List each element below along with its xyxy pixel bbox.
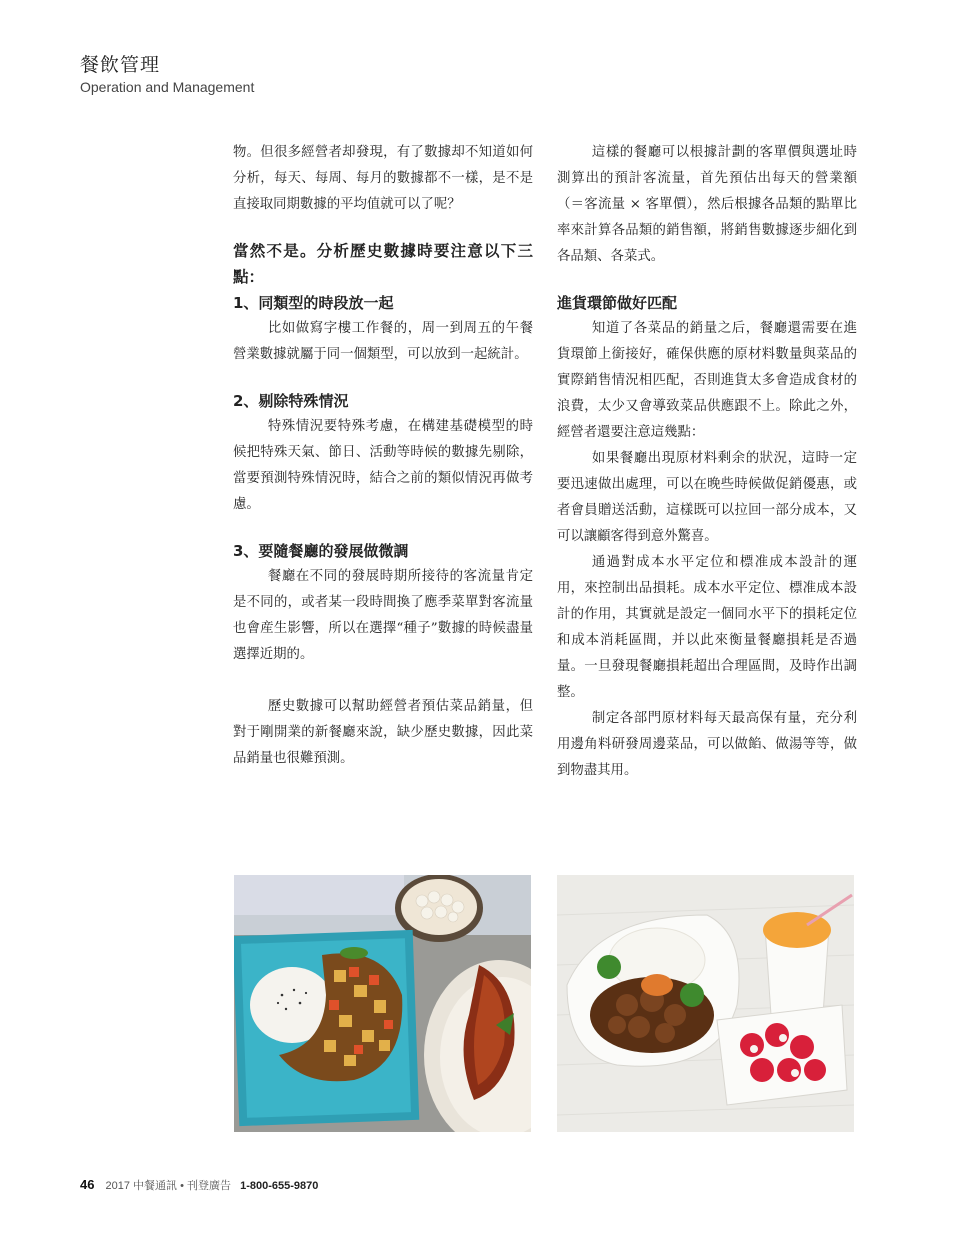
subheading-1: 1、同類型的時段放一起 bbox=[233, 294, 394, 312]
paragraph: 餐廳在不同的發展時期所接待的客流量肯定是不同的，或者某一段時間換了應季菜單對客流量也會産生影響，所以在選擇“種子”數據的時候盡量選擇近期的。 bbox=[233, 569, 533, 662]
section-title-zh: 餐飲管理 bbox=[80, 54, 161, 76]
paragraph: 知道了各菜品的銷量之后，餐廳還需要在進貨環節上銜接好，確保供應的原材料數量與菜品的實際銷售情況相匹配，否則進貨太多會造成食材的浪費，太少又會導致菜品供應跟不上。除此之外，經營者還要注意這幾點： bbox=[557, 321, 857, 440]
paragraph: 歷史數據可以幫助經營者預估菜品銷量，但對于剛開業的新餐廳來說，缺少歷史數據，因此菜品銷量也很難預測。 bbox=[233, 699, 533, 766]
paragraph: 制定各部門原材料每天最高保有量，充分利用邊角料研發周邊菜品，可以做餡、做湯等等，做到物盡其用。 bbox=[557, 711, 857, 778]
subheading-3: 3、要隨餐廳的發展做微調 bbox=[233, 542, 409, 560]
lead-heading: 當然不是。分析歷史數據時要注意以下三點： bbox=[233, 242, 533, 286]
food-photo-curry-rice bbox=[234, 875, 531, 1132]
publication-info: 2017 中餐通訊 • 刊登廣告 bbox=[105, 1180, 232, 1192]
subheading-2: 2、剔除特殊情況 bbox=[233, 392, 349, 410]
right-column bbox=[557, 140, 857, 784]
paragraph: 特殊情況要特殊考慮，在構建基礎模型的時候把特殊天氣、節日、活動等時候的數據先剔除，當要預測特殊情況時，結合之前的類似情況再做考慮。 bbox=[233, 419, 533, 512]
paragraph: 如果餐廳出現原材料剩余的狀況，這時一定要迅速做出處理，可以在晚些時候做促銷優惠，或者會員贈送活動，這樣既可以拉回一部分成本，又可以讓顧客得到意外驚喜。 bbox=[557, 451, 857, 544]
paragraph: 這樣的餐廳可以根據計劃的客單價與選址時測算出的預計客流量，首先預估出每天的營業額（＝客流量 × 客單價），然后根據各品類的點單比率來計算各品類的銷售額，將銷售數據逐步細化到各品類、各菜式。 bbox=[557, 145, 857, 264]
left-column bbox=[233, 140, 533, 772]
subheading-sourcing: 進貨環節做好匹配 bbox=[557, 294, 678, 312]
page-number: 46 bbox=[80, 1177, 95, 1192]
section-title-en: Operation and Management bbox=[80, 79, 255, 95]
advertising-phone: 1-800-655-9870 bbox=[240, 1180, 319, 1192]
paragraph: 比如做寫字樓工作餐的，周一到周五的午餐營業數據就屬于同一個類型，可以放到一起統計。 bbox=[233, 321, 533, 362]
page-footer bbox=[80, 1177, 318, 1193]
paragraph: 物。但很多經營者却發現，有了數據却不知道如何分析，每天、每周、每月的數據都不一樣，是不是直接取同期數據的平均值就可以了呢？ bbox=[233, 145, 533, 212]
paragraph: 通過對成本水平定位和標准成本設計的運用，來控制出品損耗。成本水平定位、標准成本設計的作用，其實就是設定一個同水平下的損耗定位和成本消耗區間，并以此來衡量餐廳損耗是否過量。一旦發現餐廳損耗超出合理區間，及時作出調整。 bbox=[557, 555, 857, 700]
food-photo-braised-meat bbox=[557, 875, 854, 1132]
section-header bbox=[80, 50, 254, 95]
